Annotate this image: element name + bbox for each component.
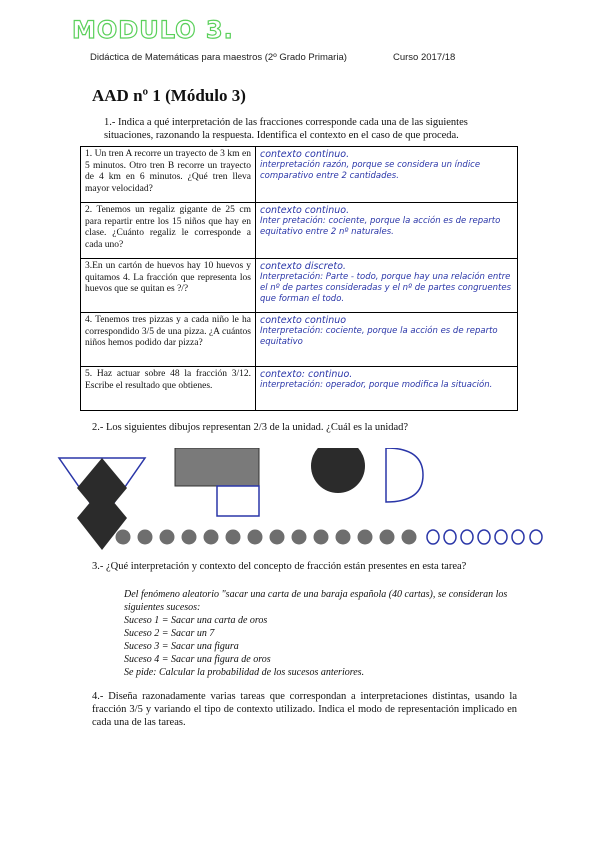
- task-line: Suceso 3 = Sacar una figura: [124, 641, 239, 652]
- gray-dot: [402, 530, 417, 545]
- course-year: Curso 2017/18: [393, 52, 456, 63]
- gray-dot: [292, 530, 307, 545]
- table-row: [81, 203, 518, 259]
- gray-dot: [116, 530, 131, 545]
- page-header: [90, 52, 456, 63]
- outlined-dots-row: [427, 530, 542, 544]
- row-context: contexto: continuo.: [260, 369, 353, 380]
- task-line: Suceso 2 = Sacar un 7: [124, 628, 215, 639]
- question-3-prompt: 3.- ¿Qué interpretación y contexto del concepto de fracción están presentes en esta tarea?: [92, 561, 467, 572]
- gray-dot: [226, 530, 241, 545]
- table-row: [81, 367, 518, 411]
- outlined-dot: [512, 530, 524, 544]
- question-1-prompt: 1.- Indica a qué interpretación de las fracciones corresponde cada una de las siguientes situaciones, razonando la respuesta. Identifica el contexto en el caso de que proceda.: [104, 117, 468, 141]
- outlined-dot: [495, 530, 507, 544]
- gray-dot: [138, 530, 153, 545]
- question-2-prompt: 2.- Los siguientes dibujos representan 2/3 de la unidad. ¿Cuál es la unidad?: [92, 422, 409, 433]
- square-unit-drawing: [217, 486, 259, 516]
- gray-dot: [204, 530, 219, 545]
- row-question: 1. Un tren A recorre un trayecto de 3 km en 5 minutos. Otro tren B recorre un trayecto de 4 km en 6 minutos. ¿Qué tren lleva mayor velocidad?: [81, 147, 256, 203]
- row-question: 2. Tenemos un regaliz gigante de 25 cm para repartir entre los 15 niños que hay en clase. ¿Cuánto regaliz le corresponde a cada uno?: [81, 203, 256, 259]
- row-interpretation: interpretación razón, porque se considera un índice comparativo entre 2 cantidades.: [260, 160, 481, 181]
- row-answer: [256, 367, 518, 411]
- gray-dot: [358, 530, 373, 545]
- row-interpretation: Interpretación: Parte - todo, porque hay una relación entre el nº de partes consideradas y el nº de partes congruentes que forman el todo.: [260, 272, 512, 304]
- row-interpretation: interpretación: operador, porque modifica la situación.: [260, 380, 493, 390]
- outlined-dot: [461, 530, 473, 544]
- row-context: contexto discreto.: [260, 261, 346, 272]
- gray-dot: [336, 530, 351, 545]
- question-3-task: [124, 588, 514, 679]
- outlined-dot: [478, 530, 490, 544]
- document-title: AAD nº 1 (Módulo 3): [92, 86, 246, 105]
- task-line: Suceso 1 = Sacar una carta de oros: [124, 615, 268, 626]
- question-1-table: [80, 146, 518, 411]
- outlined-dot: [530, 530, 542, 544]
- outlined-dot: [444, 530, 456, 544]
- table-row: [81, 259, 518, 313]
- row-question: 5. Haz actuar sobre 48 la fracción 3/12. Escribe el resultado que obtienes.: [81, 367, 256, 411]
- black-circle: [311, 448, 365, 493]
- course-name: Didáctica de Matemáticas para maestros (2º Grado Primaria): [90, 52, 347, 63]
- row-answer: [256, 259, 518, 313]
- gray-dot: [270, 530, 285, 545]
- task-line: Se pide: Calcular la probabilidad de los sucesos anteriores.: [124, 667, 365, 678]
- table-row: [81, 147, 518, 203]
- fraction-drawings: [55, 448, 555, 553]
- row-context: contexto continuo.: [260, 205, 350, 216]
- row-context: contexto continuo: [260, 315, 347, 326]
- gray-dot: [182, 530, 197, 545]
- table-row: [81, 313, 518, 367]
- gray-dot: [160, 530, 175, 545]
- row-context: contexto continuo.: [260, 149, 350, 160]
- row-question: 3.En un cartón de huevos hay 10 huevos y quitamos 4. La fracción que representa los huevos que se quitan es ?/?: [81, 259, 256, 313]
- row-answer: [256, 203, 518, 259]
- task-line: Suceso 4 = Sacar una figura de oros: [124, 654, 271, 665]
- row-interpretation: Interpretación: cociente, porque la acción es de reparto equitativo: [260, 326, 498, 347]
- row-question: 4. Tenemos tres pizzas y a cada niño le ha correspondido 3/5 de una pizza. ¿A cuántos niños hemos podido dar pizza?: [81, 313, 256, 367]
- row-answer: [256, 313, 518, 367]
- outlined-dot: [427, 530, 439, 544]
- question-4-prompt: 4.- Diseña razonadamente varias tareas que correspondan a interpretaciones distintas, usando la fracción 3/5 y variando el tipo de contexto utilizado. Indica el modo de representación implicado en cada una de las tareas.: [92, 691, 517, 728]
- gray-dot: [380, 530, 395, 545]
- gray-dot: [314, 530, 329, 545]
- gray-dots-row: [116, 530, 417, 545]
- row-interpretation: Inter pretación: cociente, porque la acción es de reparto equitativo entre 2 nº naturales.: [260, 216, 501, 237]
- gray-rectangle: [175, 448, 259, 486]
- task-line: Del fenómeno aleatorio "sacar una carta de una baraja española (40 cartas), se consideran los siguientes sucesos:: [124, 589, 508, 613]
- handwritten-title: MODULO 3.: [72, 16, 234, 44]
- half-circle-unit-drawing: [386, 448, 423, 502]
- gray-dot: [248, 530, 263, 545]
- row-answer: [256, 147, 518, 203]
